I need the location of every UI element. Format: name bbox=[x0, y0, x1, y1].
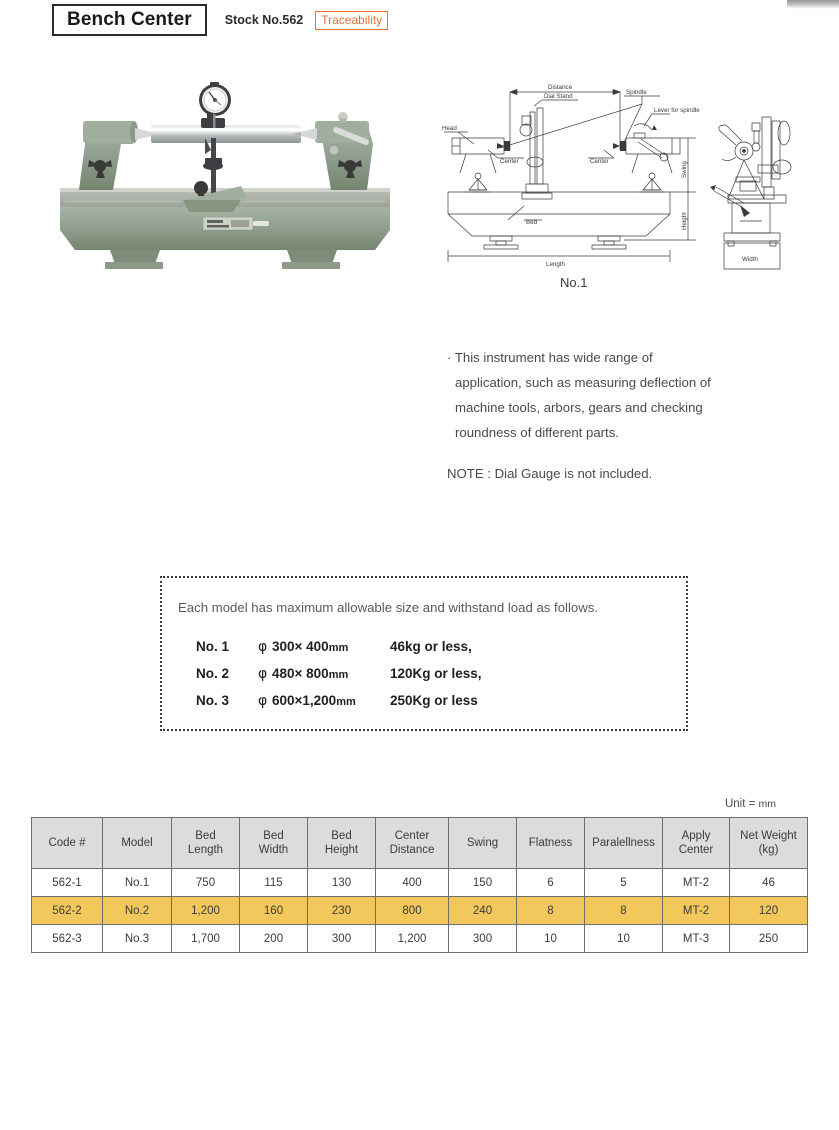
label-height: Height bbox=[681, 212, 688, 230]
description-bullet: · This instrument has wide range of application, such as measuring deflection of machine tools, arbors, gears and checking roundness of different parts. bbox=[447, 350, 711, 440]
label-center-left: Center bbox=[500, 158, 519, 165]
capacity-model: No. 3 bbox=[196, 693, 230, 708]
capacity-load: 120Kg or less, bbox=[390, 666, 482, 681]
table-cell: 562-2 bbox=[32, 897, 103, 925]
table-cell: 46 bbox=[730, 869, 808, 897]
table-cell: 750 bbox=[172, 869, 240, 897]
label-spindle: Spindle bbox=[626, 89, 647, 96]
table-column-header: Bed Width bbox=[240, 818, 308, 869]
capacity-model: No. 1 bbox=[196, 639, 230, 654]
diameter-symbol: φ bbox=[258, 693, 268, 709]
table-cell: 250 bbox=[730, 925, 808, 953]
table-cell: 8 bbox=[517, 897, 585, 925]
specification-table bbox=[31, 817, 808, 953]
table-cell: 300 bbox=[449, 925, 517, 953]
stock-number: Stock No.562 bbox=[224, 13, 304, 27]
traceability-badge: Traceability bbox=[315, 11, 388, 30]
table-column-header: Paralellness bbox=[585, 818, 663, 869]
table-cell: 1,700 bbox=[172, 925, 240, 953]
table-row bbox=[32, 925, 808, 953]
table-column-header: Apply Center bbox=[663, 818, 730, 869]
table-column-header: Net Weight (kg) bbox=[730, 818, 808, 869]
capacity-row bbox=[196, 693, 482, 720]
table-cell: 160 bbox=[240, 897, 308, 925]
table-column-header: Model bbox=[103, 818, 172, 869]
table-cell: 240 bbox=[449, 897, 517, 925]
label-head: Head bbox=[442, 125, 457, 132]
table-cell: MT-2 bbox=[663, 897, 730, 925]
page-header bbox=[52, 4, 388, 36]
label-dial-stand: Dial Stand bbox=[544, 93, 573, 100]
table-cell: MT-2 bbox=[663, 869, 730, 897]
table-cell: 562-1 bbox=[32, 869, 103, 897]
capacity-dimension: 480× 800mm bbox=[272, 666, 349, 681]
label-length: Length bbox=[546, 261, 565, 268]
table-column-header: Swing bbox=[449, 818, 517, 869]
capacity-spec-box bbox=[160, 576, 688, 731]
diameter-symbol: φ bbox=[258, 639, 268, 655]
label-swing: Swing bbox=[681, 161, 688, 178]
capacity-rows bbox=[196, 639, 482, 720]
table-cell: No.2 bbox=[103, 897, 172, 925]
table-cell: 130 bbox=[308, 869, 376, 897]
label-bed: Bed bbox=[526, 219, 538, 226]
technical-drawing-front-view bbox=[438, 70, 706, 280]
table-cell: 800 bbox=[376, 897, 449, 925]
table-cell: 120 bbox=[730, 897, 808, 925]
capacity-dimension: 600×1,200mm bbox=[272, 693, 356, 708]
capacity-load: 46kg or less, bbox=[390, 639, 472, 654]
table-cell: 10 bbox=[585, 925, 663, 953]
table-cell: 6 bbox=[517, 869, 585, 897]
table-cell: 8 bbox=[585, 897, 663, 925]
label-center-right: Center bbox=[590, 158, 609, 165]
diameter-symbol: φ bbox=[258, 666, 268, 682]
table-column-header: Flatness bbox=[517, 818, 585, 869]
table-cell: 562-3 bbox=[32, 925, 103, 953]
table-row bbox=[32, 869, 808, 897]
label-width: Width bbox=[742, 256, 758, 263]
table-cell: No.1 bbox=[103, 869, 172, 897]
capacity-load: 250Kg or less bbox=[390, 693, 478, 708]
table-column-header: Center Distance bbox=[376, 818, 449, 869]
capacity-row bbox=[196, 666, 482, 693]
table-row bbox=[32, 897, 808, 925]
capacity-model: No. 2 bbox=[196, 666, 230, 681]
capacity-row bbox=[196, 639, 482, 666]
capacity-dimension: 300× 400mm bbox=[272, 639, 349, 654]
table-body bbox=[32, 869, 808, 953]
table-cell: 230 bbox=[308, 897, 376, 925]
table-header bbox=[32, 818, 808, 869]
table-column-header: Bed Height bbox=[308, 818, 376, 869]
table-cell: 115 bbox=[240, 869, 308, 897]
page-title: Bench Center bbox=[52, 4, 207, 36]
product-description bbox=[447, 345, 717, 486]
label-distance: Distance bbox=[548, 84, 573, 91]
figure-caption: No.1 bbox=[560, 275, 588, 290]
label-lever-for-spindle: Lever for spindle bbox=[654, 107, 700, 114]
page-edge-artifact bbox=[787, 0, 839, 9]
description-note: NOTE : Dial Gauge is not included. bbox=[447, 466, 653, 481]
table-cell: 200 bbox=[240, 925, 308, 953]
table-cell: No.3 bbox=[103, 925, 172, 953]
table-column-header: Bed Length bbox=[172, 818, 240, 869]
table-cell: 300 bbox=[308, 925, 376, 953]
table-cell: 1,200 bbox=[376, 925, 449, 953]
table-cell: 1,200 bbox=[172, 897, 240, 925]
technical-drawing-side-view bbox=[706, 95, 811, 275]
table-column-header: Code # bbox=[32, 818, 103, 869]
table-cell: 5 bbox=[585, 869, 663, 897]
table-cell: MT-3 bbox=[663, 925, 730, 953]
capacity-intro: Each model has maximum allowable size and withstand load as follows. bbox=[178, 600, 599, 615]
unit-label: Unit = mm bbox=[724, 798, 776, 810]
table-header-row bbox=[32, 818, 808, 869]
table-cell: 10 bbox=[517, 925, 585, 953]
table-cell: 150 bbox=[449, 869, 517, 897]
table-cell: 400 bbox=[376, 869, 449, 897]
product-photo bbox=[55, 78, 395, 273]
